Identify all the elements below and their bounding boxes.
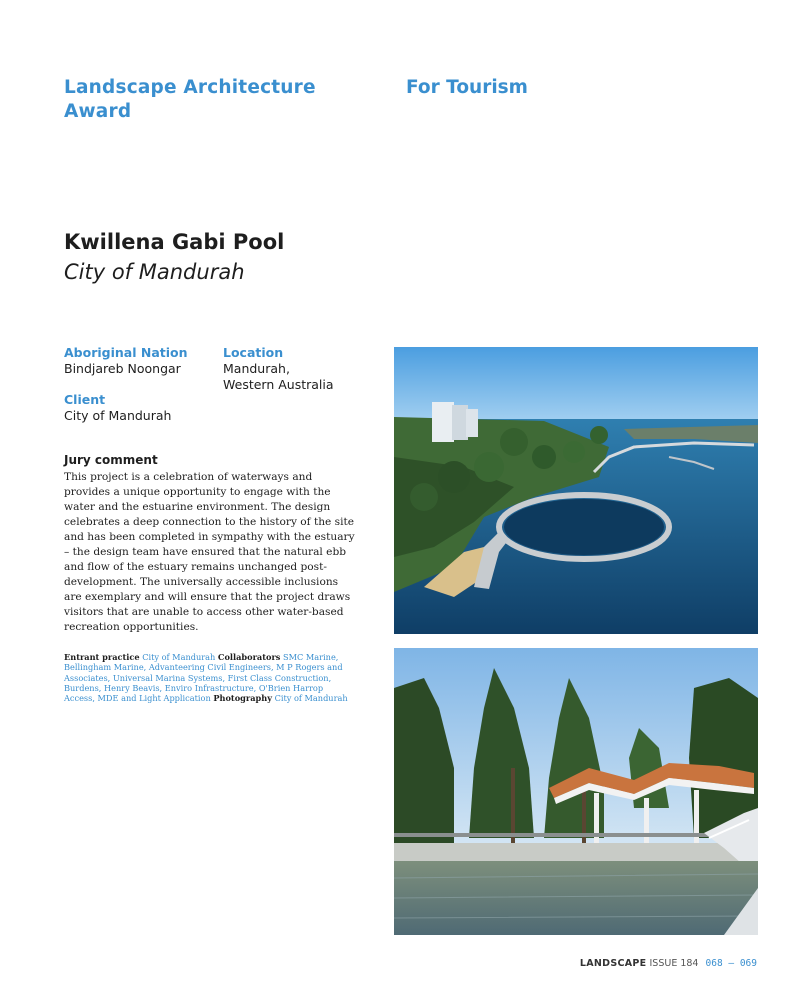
award-category: For Tourism bbox=[406, 77, 528, 98]
location-line2: Western Australia bbox=[223, 377, 334, 392]
issue-number: ISSUE 184 bbox=[649, 958, 699, 969]
aboriginal-nation-block bbox=[64, 345, 188, 377]
photography-value: City of Mandurah bbox=[274, 693, 348, 704]
location-line1: Mandurah, bbox=[223, 361, 290, 376]
credits bbox=[64, 652, 354, 703]
aboriginal-nation-label: Aboriginal Nation bbox=[64, 345, 188, 360]
page-footer bbox=[580, 958, 757, 970]
location-block bbox=[223, 345, 334, 393]
collaborators-label: Collaborators bbox=[217, 652, 281, 662]
aerial-pool-photo bbox=[394, 347, 758, 634]
client-block bbox=[64, 392, 171, 424]
client-label: Client bbox=[64, 392, 106, 407]
jury-heading: Jury comment bbox=[64, 453, 158, 467]
project-subtitle: City of Mandurah bbox=[64, 260, 245, 284]
page-numbers: 068 – 069 bbox=[705, 958, 757, 969]
location-label: Location bbox=[223, 345, 284, 360]
award-title: Landscape Architecture Award bbox=[64, 77, 316, 122]
collaborators-value: SMC Marine, Bellingham Marine, Advanteering Civil Engineers, M P Rogers and Associates, Universal Marina Systems, First Class Construction, Burdens, Henry Beavis, Enviro Infrastructure, O'Brien Harrop Access, MDE and Light Application bbox=[64, 652, 343, 704]
aboriginal-nation-value: Bindjareb Noongar bbox=[64, 361, 181, 376]
photography-label: Photography bbox=[213, 693, 272, 704]
client-value: City of Mandurah bbox=[64, 408, 172, 423]
jury-comment-text: This project is a celebration of waterways and provides a unique opportunity to engage with the water and the estuarine environment. The design celebrates a deep connection to the history of the site and has been completed in sympathy with the estuary – the design team have ensured that the natural ebb and flow of the estuary remains unchanged post-development. The universally accessible inclusions are exemplary and will ensure that the project draws visitors that are unable to access other water-based recreation opportunities. bbox=[64, 471, 355, 633]
magazine-name: LANDSCAPE bbox=[579, 958, 647, 969]
entrant-label: Entrant practice bbox=[64, 652, 140, 662]
project-title: Kwillena Gabi Pool bbox=[64, 230, 285, 254]
pool-deck-photo bbox=[394, 648, 758, 935]
entrant-value: City of Mandurah bbox=[142, 652, 216, 662]
